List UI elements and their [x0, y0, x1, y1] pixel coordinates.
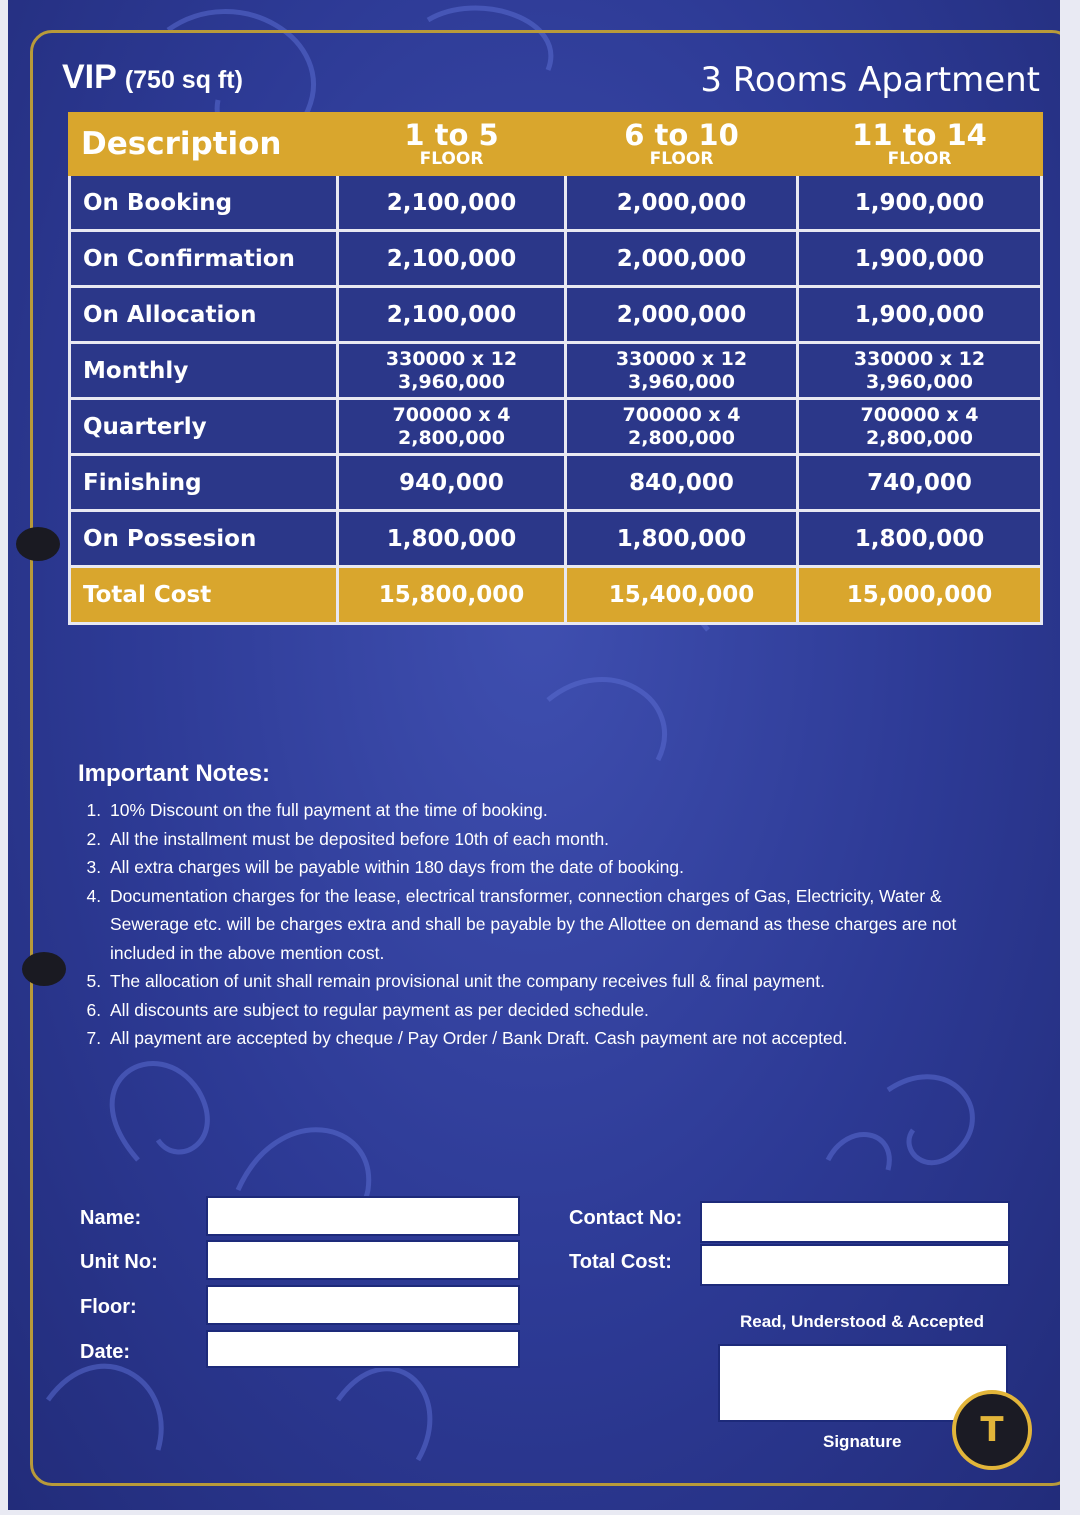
floor-label: Floor:	[80, 1296, 137, 1318]
vip-label: VIP	[62, 58, 117, 96]
floor-field[interactable]	[206, 1285, 520, 1325]
table-header-row	[70, 114, 1042, 175]
total-value: 15,000,000	[798, 567, 1042, 624]
installment-total: 2,800,000	[866, 426, 973, 449]
cell-value	[798, 343, 1042, 399]
total-cost-field[interactable]	[700, 1244, 1010, 1286]
table-row-quarterly	[70, 399, 1042, 455]
row-label: Finishing	[70, 455, 338, 511]
description-header: Description	[70, 114, 338, 175]
installment-total: 2,800,000	[628, 426, 735, 449]
column-range: 11 to 14	[852, 117, 987, 152]
cell-value: 740,000	[798, 455, 1042, 511]
note-item: 3. All extra charges will be payable within 180 days from the date of booking.	[106, 853, 1023, 882]
punch-hole	[22, 952, 66, 986]
total-value: 15,400,000	[566, 567, 798, 624]
installment-formula: 330000 x 12	[853, 347, 986, 370]
table-row-on-possesion	[70, 511, 1042, 567]
note-item: 6. All discounts are subject to regular payment as per decided schedule.	[106, 996, 1023, 1025]
table-row-monthly	[70, 343, 1042, 399]
note-item: 5. The allocation of unit shall remain provisional unit the company receives full & final payment.	[106, 967, 1023, 996]
row-label: Total Cost	[70, 567, 338, 624]
cell-value	[338, 343, 566, 399]
cell-value: 2,100,000	[338, 175, 566, 231]
column-header-floors-1-5	[338, 114, 566, 175]
cell-value: 2,000,000	[566, 287, 798, 343]
row-label: On Possesion	[70, 511, 338, 567]
column-header-floors-6-10	[566, 114, 798, 175]
cell-value: 2,000,000	[566, 231, 798, 287]
row-label: On Booking	[70, 175, 338, 231]
column-range: 1 to 5	[404, 117, 499, 152]
cell-value	[566, 399, 798, 455]
cell-value: 2,100,000	[338, 287, 566, 343]
table-row-on-booking	[70, 175, 1042, 231]
cell-value: 1,800,000	[566, 511, 798, 567]
column-floor-label: FLOOR	[887, 148, 952, 169]
table-row-total-cost	[70, 567, 1042, 624]
cell-value: 1,800,000	[798, 511, 1042, 567]
column-floor-label: FLOOR	[649, 148, 714, 169]
punch-hole	[16, 527, 60, 561]
cell-value: 1,900,000	[798, 175, 1042, 231]
cell-value	[798, 399, 1042, 455]
date-label: Date:	[80, 1341, 131, 1363]
installment-total: 2,800,000	[398, 426, 505, 449]
contact-no-label: Contact No:	[569, 1207, 683, 1229]
installment-total: 3,960,000	[628, 370, 735, 393]
row-label: Monthly	[70, 343, 338, 399]
cell-value: 1,900,000	[798, 287, 1042, 343]
vip-title	[62, 58, 243, 97]
apartment-size: (750 sq ft)	[124, 66, 243, 94]
column-header-floors-11-14	[798, 114, 1042, 175]
note-item: 1. 10% Discount on the full payment at the time of booking.	[106, 796, 1023, 825]
row-label: On Confirmation	[70, 231, 338, 287]
acknowledgement-text: Read, Understood & Accepted	[740, 1312, 985, 1331]
note-item: 2. All the installment must be deposited before 10th of each month.	[106, 825, 1023, 854]
table-row-on-confirmation	[70, 231, 1042, 287]
note-item: 4. Documentation charges for the lease, electrical transformer, connection charges of Gas, Electricity, Water & Sewerage etc. will be charges extra and shall be payable by the Allottee on demand as these charges are not included in the above mention cost.	[106, 882, 1023, 968]
total-cost-label: Total Cost:	[569, 1251, 672, 1273]
column-floor-label: FLOOR	[419, 148, 484, 169]
unit-no-field[interactable]	[206, 1240, 520, 1280]
note-item: 7. All payment are accepted by cheque / Pay Order / Bank Draft. Cash payment are not accepted.	[106, 1024, 1023, 1053]
table-row-finishing	[70, 455, 1042, 511]
installment-total: 3,960,000	[866, 370, 973, 393]
cell-value: 2,100,000	[338, 231, 566, 287]
column-range: 6 to 10	[624, 117, 739, 152]
cell-value: 1,800,000	[338, 511, 566, 567]
installment-formula: 330000 x 12	[385, 347, 518, 370]
cell-value: 2,000,000	[566, 175, 798, 231]
cell-value: 1,900,000	[798, 231, 1042, 287]
table-row-on-allocation	[70, 287, 1042, 343]
unit-no-label: Unit No:	[80, 1251, 158, 1273]
name-field[interactable]	[206, 1196, 520, 1236]
notes-list	[78, 796, 1023, 1053]
name-label: Name:	[80, 1207, 142, 1229]
row-label: Quarterly	[70, 399, 338, 455]
contact-no-field[interactable]	[700, 1201, 1010, 1243]
notes-heading: Important Notes:	[78, 760, 270, 787]
cell-value	[566, 343, 798, 399]
installment-total: 3,960,000	[398, 370, 505, 393]
signature-label: Signature	[823, 1432, 902, 1451]
cell-value	[338, 399, 566, 455]
total-value: 15,800,000	[338, 567, 566, 624]
important-notes	[78, 760, 1023, 1053]
installment-formula: 700000 x 4	[392, 403, 511, 426]
payment-plan-table	[68, 112, 1043, 625]
cell-value: 840,000	[566, 455, 798, 511]
apartment-type: 3 Rooms Apartment	[700, 60, 1040, 100]
installment-formula: 330000 x 12	[615, 347, 748, 370]
row-label: On Allocation	[70, 287, 338, 343]
date-field[interactable]	[206, 1330, 520, 1368]
installment-formula: 700000 x 4	[622, 403, 741, 426]
cell-value: 940,000	[338, 455, 566, 511]
text-scan-icon[interactable]: T	[952, 1390, 1032, 1470]
installment-formula: 700000 x 4	[860, 403, 979, 426]
